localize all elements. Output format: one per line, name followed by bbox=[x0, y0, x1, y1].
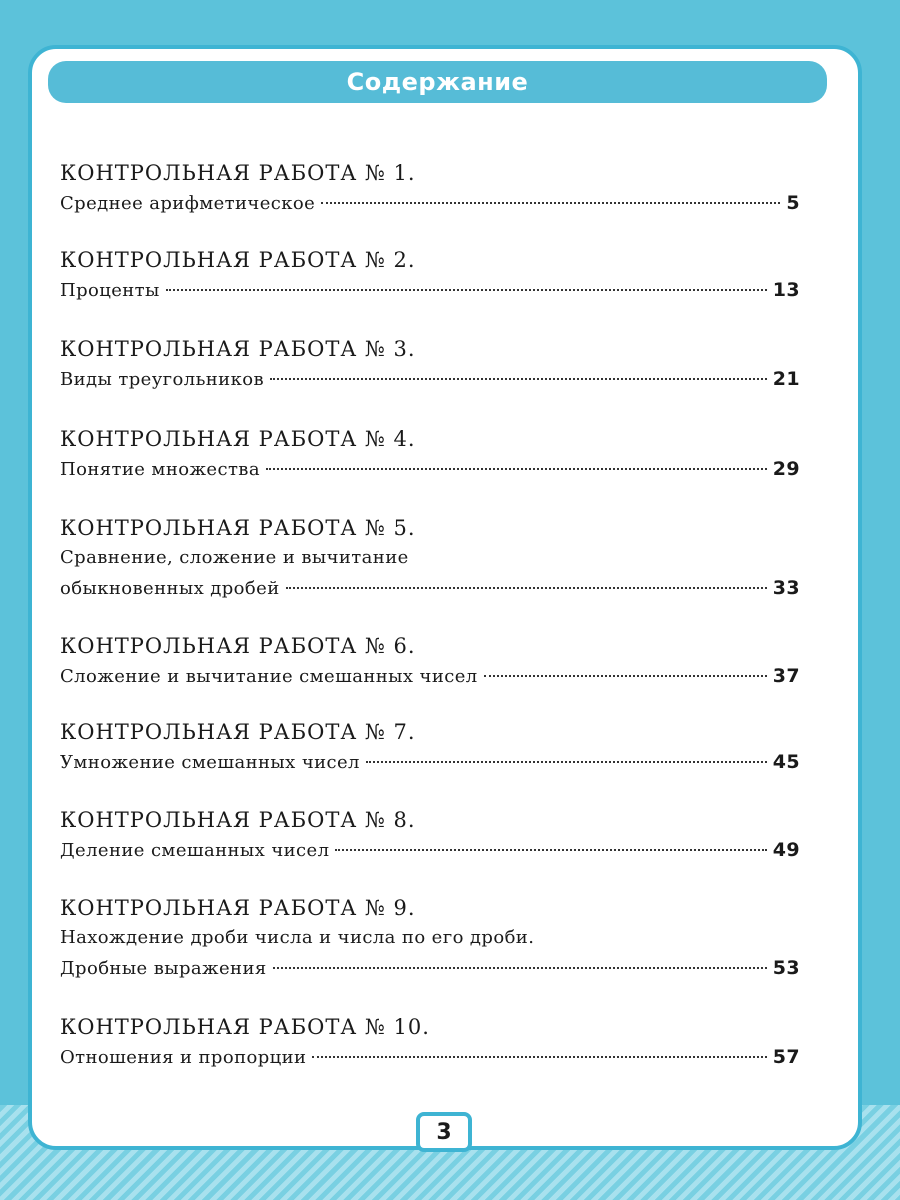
toc-entry-6[interactable] bbox=[60, 631, 800, 692]
toc-title: Отношения и пропорции bbox=[60, 1047, 307, 1068]
toc-heading: КОНТРОЛЬНАЯ РАБОТА № 4. bbox=[60, 427, 416, 451]
dot-leader bbox=[312, 1056, 766, 1058]
toc-title: Среднее арифметическое bbox=[60, 193, 316, 214]
dot-leader bbox=[266, 468, 767, 470]
toc-entry-8[interactable] bbox=[60, 805, 800, 866]
toc-page: 13 bbox=[772, 279, 800, 301]
toc-title: Понятие множества bbox=[60, 459, 260, 480]
toc-entry-1[interactable] bbox=[60, 158, 800, 219]
toc-title: Деление смешанных чисел bbox=[60, 840, 330, 861]
toc-heading: КОНТРОЛЬНАЯ РАБОТА № 6. bbox=[60, 634, 416, 658]
toc-heading: КОНТРОЛЬНАЯ РАБОТА № 9. bbox=[60, 896, 416, 920]
dot-leader bbox=[286, 587, 767, 589]
toc-page: 49 bbox=[772, 839, 800, 861]
toc-title-line1: Нахождение дроби числа и числа по его дроби. bbox=[60, 927, 535, 948]
toc-page: 45 bbox=[772, 751, 800, 773]
toc-heading: КОНТРОЛЬНАЯ РАБОТА № 7. bbox=[60, 720, 416, 744]
toc-page: 37 bbox=[772, 665, 800, 687]
toc-entry-10[interactable] bbox=[60, 1012, 800, 1073]
toc-title: Виды треугольников bbox=[60, 369, 264, 390]
toc-page: 29 bbox=[772, 458, 800, 480]
toc-title-line1: Сравнение, сложение и вычитание bbox=[60, 547, 409, 568]
dot-leader bbox=[366, 761, 767, 763]
toc-heading: КОНТРОЛЬНАЯ РАБОТА № 8. bbox=[60, 808, 416, 832]
dot-leader bbox=[321, 202, 780, 204]
dot-leader bbox=[166, 289, 767, 291]
toc-heading: КОНТРОЛЬНАЯ РАБОТА № 5. bbox=[60, 516, 416, 540]
toc-title: Сложение и вычитание смешанных чисел bbox=[60, 666, 478, 687]
toc-title: Проценты bbox=[60, 280, 160, 301]
toc-heading: КОНТРОЛЬНАЯ РАБОТА № 10. bbox=[60, 1015, 430, 1039]
toc-title: Умножение смешанных чисел bbox=[60, 752, 360, 773]
header-bar bbox=[48, 61, 827, 103]
toc-title: Дробные выражения bbox=[60, 958, 267, 979]
toc-page: 53 bbox=[772, 957, 800, 979]
toc-entry-4[interactable] bbox=[60, 424, 800, 485]
toc-entry-2[interactable] bbox=[60, 245, 800, 306]
toc-heading: КОНТРОЛЬНАЯ РАБОТА № 1. bbox=[60, 161, 416, 185]
dot-leader bbox=[270, 378, 767, 380]
toc-heading: КОНТРОЛЬНАЯ РАБОТА № 3. bbox=[60, 337, 416, 361]
toc-page: 5 bbox=[786, 192, 800, 214]
toc-entry-9[interactable] bbox=[60, 893, 800, 984]
toc-entry-7[interactable] bbox=[60, 717, 800, 778]
page-title: Содержание bbox=[346, 68, 529, 96]
dot-leader bbox=[335, 849, 766, 851]
toc-page: 57 bbox=[772, 1046, 800, 1068]
toc-heading: КОНТРОЛЬНАЯ РАБОТА № 2. bbox=[60, 248, 416, 272]
toc-title: обыкновенных дробей bbox=[60, 578, 280, 599]
toc-entry-3[interactable] bbox=[60, 334, 800, 395]
toc-entry-5[interactable] bbox=[60, 513, 800, 604]
dot-leader bbox=[484, 675, 767, 677]
toc-page: 21 bbox=[772, 368, 800, 390]
dot-leader bbox=[273, 967, 767, 969]
page-number: 3 bbox=[416, 1112, 472, 1152]
toc-page: 33 bbox=[772, 577, 800, 599]
